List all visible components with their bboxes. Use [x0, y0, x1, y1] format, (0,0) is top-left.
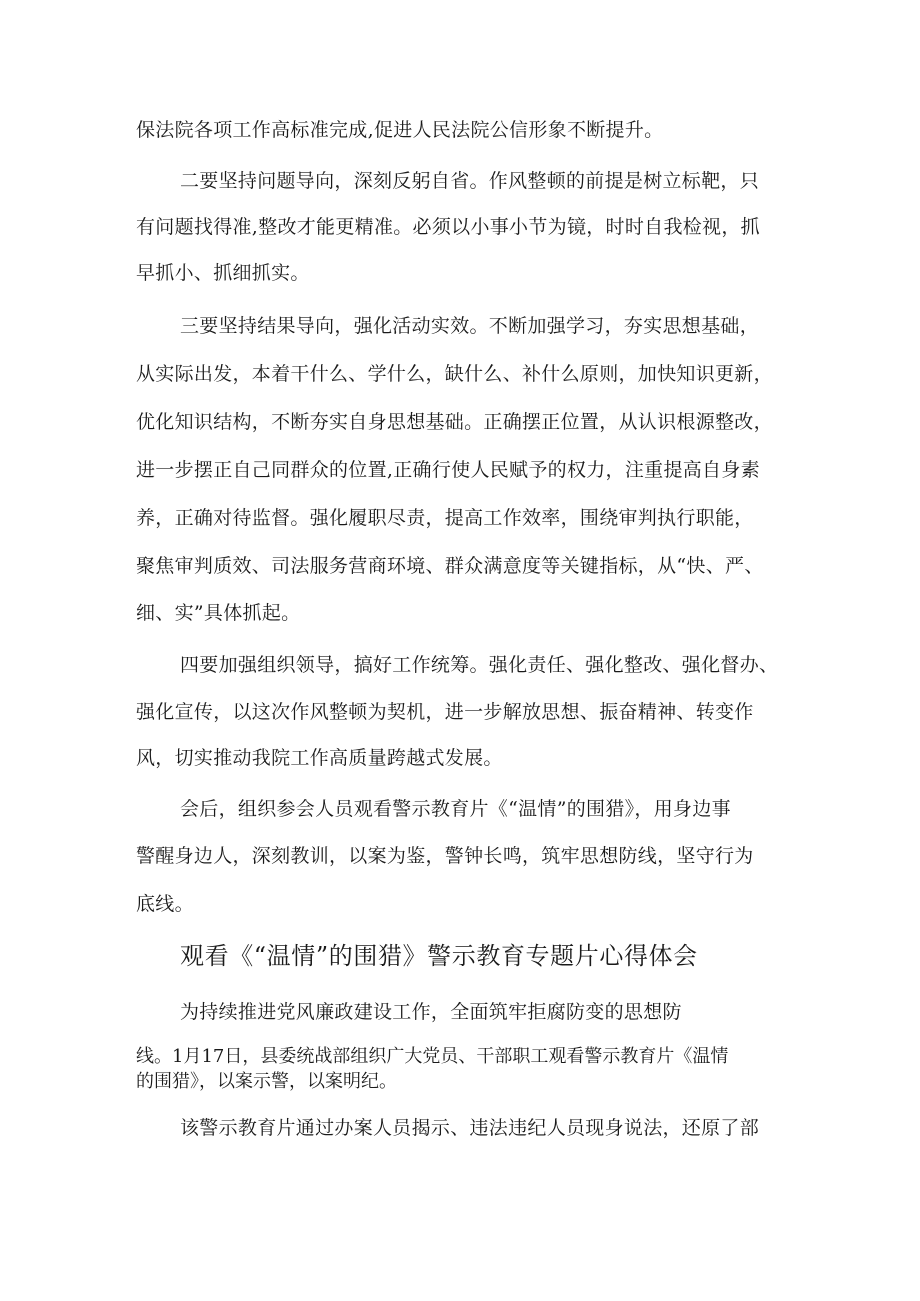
paragraph-line: 聚焦审判质效、司法服务营商环境、群众满意度等关键指标，从“快、严、 [136, 555, 764, 577]
paragraph-line: 二要坚持问题导向，深刻反躬自省。作风整顿的前提是树立标靶，只 [180, 170, 760, 192]
paragraph-line: 四要加强组织领导，搞好工作统筹。强化责任、强化整改、强化督办、 [180, 654, 779, 676]
paragraph-line: 保法院各项工作高标准完成,促进人民法院公信形象不断提升。 [136, 119, 664, 141]
paragraph-line: 养，正确对待监督。强化履职尽责，提高工作效率，围绕审判执行职能， [136, 507, 754, 529]
paragraph-line: 风，切实推动我院工作高质量跨越式发展。 [136, 747, 503, 769]
paragraph-line: 优化知识结构，不断夯实自身思想基础。正确摆正位置，从认识根源整改， [136, 411, 773, 433]
paragraph-line: 的围猎》，以案示警，以案明纪。 [136, 1071, 397, 1092]
paragraph-line: 线。1月17日，县委统战部组织广大党员、干部职工观看警示教育片《温情 [136, 1046, 729, 1067]
paragraph-line: 为持续推进党风廉政建设工作，全面筑牢拒腐防变的思想防 [180, 1001, 682, 1023]
paragraph-line: 底线。 [136, 893, 194, 915]
paragraph-line: 三要坚持结果导向，强化活动实效。不断加强学习，夯实思想基础， [180, 315, 760, 337]
paragraph-line: 该警示教育片通过办案人员揭示、违法违纪人员现身说法，还原了部 [180, 1117, 760, 1139]
paragraph-line: 进一步摆正自己同群众的位置,正确行使人民赋予的权力，注重提高自身素 [136, 459, 760, 481]
paragraph-line: 有问题找得准,整改才能更精准。必须以小事小节为镜，时时自我检视，抓 [136, 216, 760, 238]
paragraph-line: 从实际出发，本着干什么、学什么，缺什么、补什么原则，加快知识更新， [136, 363, 773, 385]
paragraph-line: 会后，组织参会人员观看警示教育片《“温情”的围猎》，用身边事 [180, 798, 731, 820]
paragraph-line: 警醒身边人，深刻教训，以案为鉴，警钟长鸣，筑牢思想防线，坚守行为 [136, 845, 754, 867]
section-heading: 观看《“温情”的围猎》警示教育专题片心得体会 [180, 942, 698, 970]
paragraph-line: 强化宣传，以这次作风整顿为契机，进一步解放思想、振奋精神、转变作 [136, 701, 754, 723]
paragraph-line: 早抓小、抓细抓实。 [136, 262, 310, 284]
paragraph-line: 细、实”具体抓起。 [136, 602, 301, 624]
